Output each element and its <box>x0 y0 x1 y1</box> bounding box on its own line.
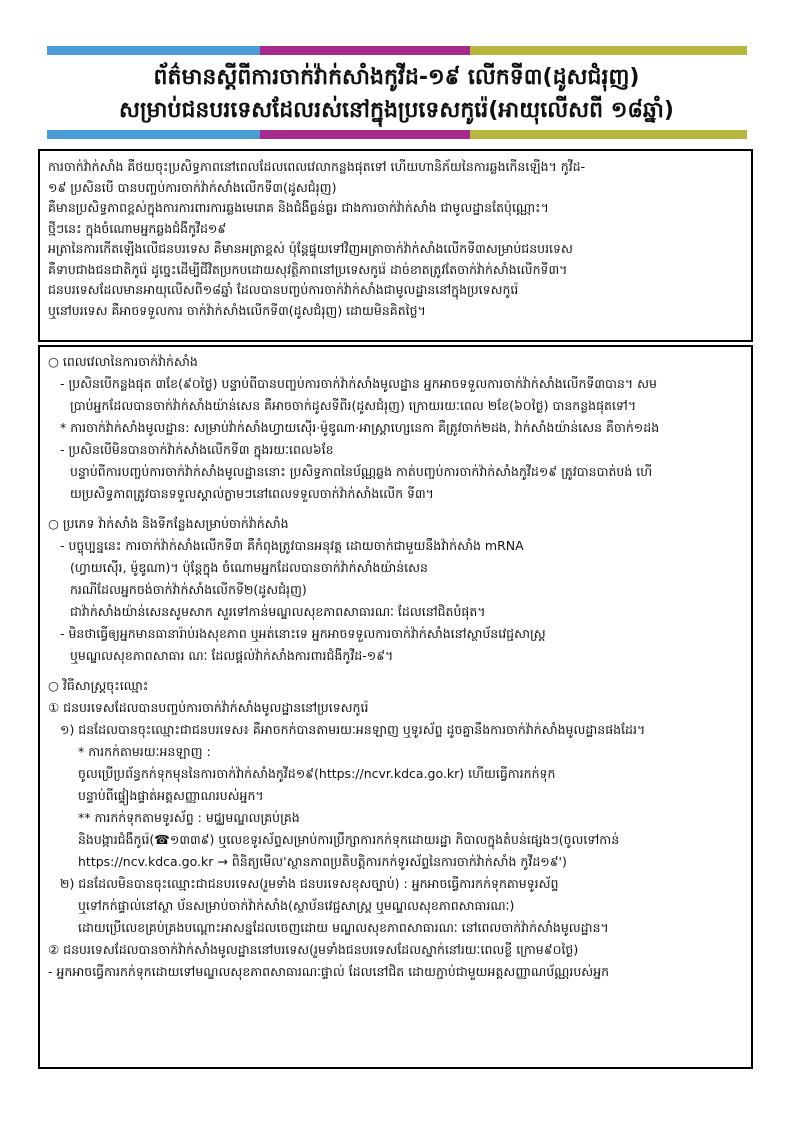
details-box <box>38 345 753 1069</box>
section-line: ចូលប្រើប្រព័ន្ធកក់ទុកមុននៃការចាក់វ៉ាក់សាំងកូវីដ១៩(https://ncvr.kdca.go.kr) ហើយធ្វើការកក់ទុក <box>78 766 556 781</box>
section-line: និងបង្ការជំងឺកូរ៉េ(☎១៣៣៩) ឬលេខទូរស័ព្ទសម្រាប់ការប្រឹក្សាការកក់ទុកដោយរដ្ឋា ភិបាលក្នុងតំបន់ផ្សេងៗ(ចូលទៅកាន់ <box>78 832 620 847</box>
section-line: ១) ជនដែលបានចុះឈ្មោះជាជនបរទេស៖ គឺអាចកក់បានតាមរយៈអនឡាញ ឬទូរស័ព្ទ ដូចគ្នានឹងការចាក់វ៉ាក់សាំងមូលដ្ឋានផងដែរ។ <box>60 722 646 737</box>
section-line: ឬទៅកក់ផ្ទាល់នៅស្ថា ប័នសម្រាប់ចាក់វ៉ាក់សាំង(ស្ថាប័នវេជ្ជសាស្ត្រ ឬមណ្ឌលសុខភាពសាធារណៈ) <box>78 898 515 913</box>
section-line: - បច្ចុប្បន្ននេះ ការចាក់វ៉ាក់សាំងលើកទី៣ គឺកំពុងត្រូវបានអនុវត្ត ដោយចាក់ជាមួយនឹងវ៉ាក់សាំង mRNA <box>60 538 524 553</box>
section-heading-registration: ○ វិធីសាស្ត្រចុះឈ្មោះ <box>48 678 149 693</box>
section-line: ឬមណ្ឌលសុខភាពសាធារ ណៈ ដែលផ្តល់វ៉ាក់សាំងការពារជំងឺកូវីដ-១៩។ <box>70 648 394 663</box>
color-bar-olive <box>470 46 747 55</box>
intro-line: ជនបរទេសដែលមានអាយុលើសពី១៨ឆ្នាំ ដែលបានបញ្ចប់ការចាក់វ៉ាក់សាំងជាមូលដ្ឋាននៅក្នុងប្រទេសកូរ៉េ <box>48 282 519 297</box>
title-line-1: ព័ត៌មានស្តីពីការចាក់វ៉ាក់សាំងកូវីដ-១៩ លើកទី៣(ដូសជំរុញ) <box>153 65 640 90</box>
section-line: ប្រាប់អ្នកដែលបានចាក់វ៉ាក់សាំងយ៉ាន់សេន គឺអាចចាក់ដូសទីពីរ(ដូសជំរុញ) ក្រោយរយៈពេល ២ខែ(៦០ថ្ងៃ) បានកន្លងផុតទៅ។ <box>70 398 637 413</box>
color-bar-blue <box>47 46 260 55</box>
section-line: - ប្រសិនបើកន្លងផុត ៣ខែ(៩០ថ្ងៃ) បន្ទាប់ពីបានបញ្ចប់ការចាក់វ៉ាក់សាំងមូលដ្ឋាន អ្នកអាចទទួលការចាក់វ៉ាក់សាំងលើកទី៣បាន។ សម <box>60 376 657 391</box>
intro-line: គឺមានប្រសិទ្ធភាពខ្ពស់ក្នុងការការពារការឆ្លងមេរោគ និងជំងឺធ្ងន់ធ្ងរ ជាងការចាក់វ៉ាក់សាំង ជាមូលដ្ឋានតែប៉ុណ្ណោះ។ <box>48 200 549 215</box>
section-line: បន្ទាប់ពីការបញ្ចប់ការចាក់វ៉ាក់សាំងមូលដ្ឋាននោះ ប្រសិទ្ធភាពនៃប័ណ្ណឆ្លង កាត់បញ្ចប់ការចាក់វ៉ាក់សាំងកូវីដ១៩ ត្រូវបានបាត់បង់ ហើ <box>70 464 653 479</box>
section-line: - មិនថាធ្វើឲ្យអ្នកមានធានារ៉ាប់រងសុខភាព ឬអត់នោះទេ អ្នកអាចទទួលការចាក់វ៉ាក់សាំងនៅស្ថាប័នវេជ្ជសាស្ត្រ <box>60 626 546 641</box>
section-line: ២) ជនដែលមិនបានចុះឈ្មោះជាជនបរទេស(រួមទាំង ជនបរទេសខុសច្បាប់) : អ្នកអាចធ្វើការកក់ទុកតាមទូរស័ព្ទ <box>60 876 559 891</box>
section-line: ជាវ៉ាក់សាំងយ៉ាន់សេនសូមសាក សួរទៅកាន់មណ្ឌលសុខភាពសាធារណៈ ដែលនៅជិតបំផុត។ <box>70 604 486 619</box>
section-line: ② ជនបរទេសដែលបានចាក់វ៉ាក់សាំងមូលដ្ឋាននៅបរទេស(រួមទាំងជនបរទេសដែលស្នាក់នៅរយៈពេលខ្លី ក្រោម៩០ថ្ងៃ) <box>48 942 579 957</box>
intro-line: ១៩ ប្រសិនបើ បានបញ្ចប់ការចាក់វ៉ាក់សាំងលើកទី៣(ដូសជំរុញ) <box>48 179 337 195</box>
intro-line: ឬនៅបរទេស គឺអាចទទួលការ ចាក់វ៉ាក់សាំងលើកទី៣(ដូសជំរុញ) ដោយមិនគិតថ្លៃ។ <box>48 302 426 318</box>
color-bar-purple <box>260 130 470 139</box>
section-line: ① ជនបរទេសដែលបានបញ្ចប់ការចាក់វ៉ាក់សាំងមូលដ្ឋាននៅប្រទេសកូរ៉េ <box>48 700 369 715</box>
section-line: ករណីដែលអ្នកចង់ចាក់វ៉ាក់សាំងលើកទី២(ដូសជំរុញ) <box>70 582 307 597</box>
intro-box <box>38 149 753 342</box>
section-line: * ការចាក់វ៉ាក់សាំងមូលដ្ឋាន: សម្រាប់វ៉ាក់សាំងហ្វាយស៊ើរ·ម៉ូឌូណា·អាស្ត្រាហ្សេនេកា គឺត្រូវចាក់២ដង, វ៉ាក់សាំងយ៉ាន់សេន គឺចាក់១ដង <box>60 420 660 435</box>
intro-line: អត្រានៃការកើតឡើងលើជនបរទេស គឺមានអត្រាខ្ពស់ ប៉ុន្តែផ្ទុយទៅវិញអត្រាចាក់វ៉ាក់សាំងលើកទី៣សម្រាប់ជនបរទេស <box>48 241 573 256</box>
section-line: ដោយប្រើលេខគ្រប់គ្រងបណ្តោះអាសន្នដែលចេញដោយ មណ្ឌលសុខភាពសាធារណៈ នៅពេលចាក់វ៉ាក់សាំងមូលដ្ឋាន។ <box>78 920 609 935</box>
title-line-2: សម្រាប់ជនបរទេសដែលរស់នៅក្នុងប្រទេសកូរ៉េ(អាយុលើសពី ១៨ឆ្នាំ) <box>119 98 674 123</box>
color-bar-olive <box>470 130 747 139</box>
section-line: ** ការកក់ទុកតាមទូរស័ព្ទ : មជ្ឈមណ្ឌលគ្រប់គ្រង <box>78 810 300 825</box>
section-line: (ហ្វាយស៊ើរ, ម៉ូឌូណា)។ ប៉ុន្តែក្នុង ចំណោមអ្នកដែលបានចាក់វ៉ាក់សាំងយ៉ាន់សេន <box>70 560 428 575</box>
section-heading-timing: ○ ពេលវេលានៃការចាក់វ៉ាក់សាំង <box>48 354 198 369</box>
section-heading-vaccine-type: ○ ប្រភេទ វ៉ាក់សាំង និងទីកន្លែងសម្រាប់ចាក់វ៉ាក់សាំង <box>48 516 289 531</box>
color-bar-purple <box>260 46 470 55</box>
section-line: បន្ទាប់ពីផ្ទៀងផ្ទាត់អត្តសញ្ញាណរបស់អ្នក។ <box>78 788 264 803</box>
intro-line: ការចាក់វ៉ាក់សាំង គឺថយចុះប្រសិទ្ធភាពនៅពេលដែលពេលវេលាកន្លងផុតទៅ ហើយហានិភ័យនៃការឆ្លងកើនឡើង។ កូវីដ- <box>48 159 586 174</box>
section-line: - ប្រសិនបើមិនបានចាក់វ៉ាក់សាំងលើកទី៣ ក្នុងរយៈពេល៦ខែ <box>60 442 334 457</box>
intro-line: ថ្មីៗនេះ ក្នុងចំណោមអ្នកឆ្លងជំងឺកូវីដ១៩ <box>48 220 227 236</box>
color-bar-blue <box>47 130 260 139</box>
section-line: https://ncv.kdca.go.kr → ពិនិត្យមើល'ស្ថានភាពប្រតិបត្តិការកក់ទូរស័ព្ទនៃការចាក់វ៉ាក់សាំង កូវីដ១៩') <box>78 854 567 869</box>
section-line: * ការកក់តាមរយៈអនឡាញ : <box>78 744 211 759</box>
intro-line: គឺទាបជាងជនជាតិកូរ៉េ ដូច្នេះដើម្បីជីវិតប្រកបដោយសុវត្ថិភាពនៅប្រទេសកូរ៉េ ដាច់ខាតត្រូវតែចាក់វ៉ាក់សាំងលើកទី៣។ <box>48 261 568 277</box>
section-line: យប្រសិទ្ធភាពត្រូវបានទទួលស្គាល់ភ្លាមៗនៅពេលទទួលចាក់វ៉ាក់សាំងលើក ទី៣។ <box>70 486 434 501</box>
section-line: - អ្នកអាចធ្វើការកក់ទុកដោយទៅមណ្ឌលសុខភាពសាធារណៈផ្ទាល់ ដែលនៅជិត ដោយភ្ជាប់ជាមួយអត្តសញ្ញាណប័ណ្ណរបស់អ្នក <box>48 964 610 979</box>
